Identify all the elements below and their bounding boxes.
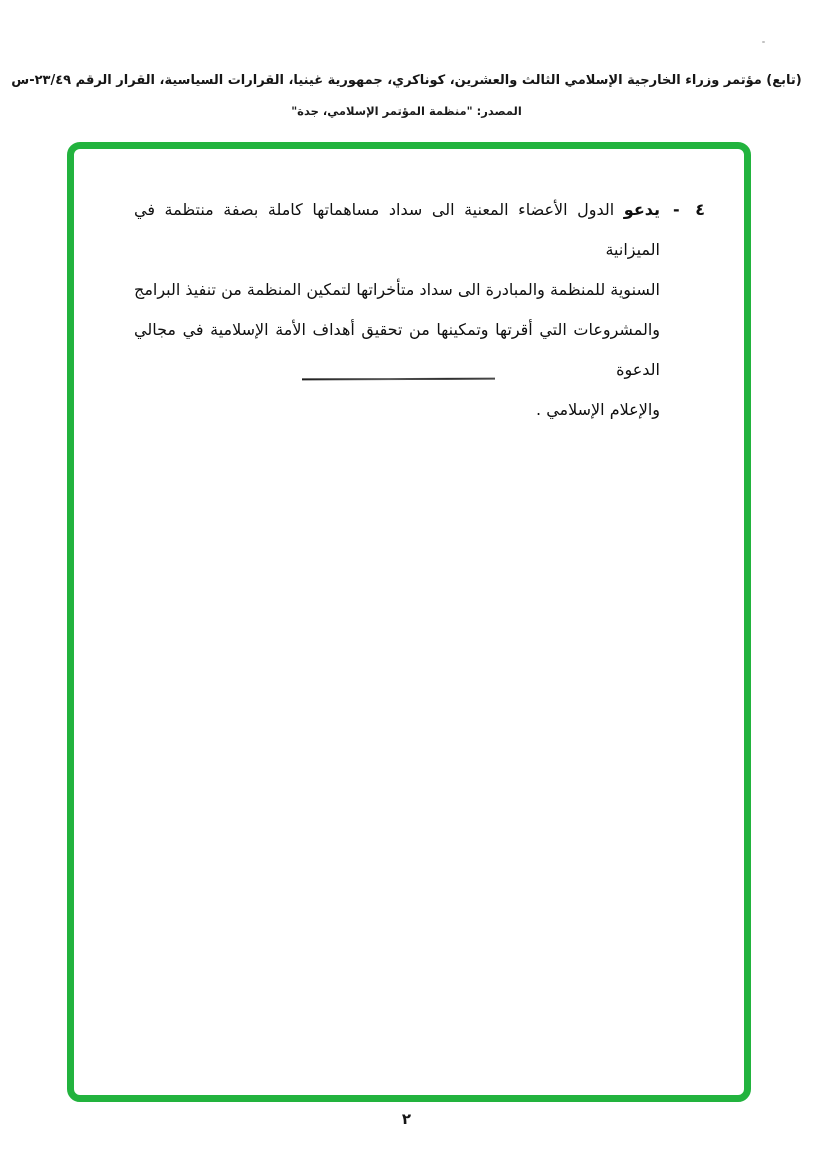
lead-word-bold: يدعو: [623, 200, 661, 219]
paragraph-line-3: والمشروعات التي أقرتها وتمكينها من تحقيق أهداف الأمة الإسلامية في مجالي الدعوة: [134, 320, 660, 379]
item-number-marker: ٤ -: [673, 200, 705, 219]
paragraph-line-1: [134, 190, 660, 270]
page-number: ٢: [401, 1110, 412, 1128]
header-citation-line: (تابع) مؤتمر وزراء الخارجية الإسلامي الثالث والعشرين، كوناكري، جمهورية غينيا، القرارات السياسية، القرار الرقم ٢٣/٤٩-س: [11, 73, 802, 88]
paragraph-line-1-text: الدول الأعضاء المعنية الى سداد مساهماتها كاملة بصفة منتظمة في الميزانية: [134, 200, 660, 259]
paragraph-line-4: والإعلام الإسلامي .: [536, 400, 660, 419]
scan-artifact-speck: [762, 41, 765, 43]
header-source-line: المصدر: "منظمة المؤتمر الإسلامي، جدة": [291, 104, 522, 118]
resolution-paragraph: [134, 190, 705, 430]
paragraph-line-2: السنوية للمنظمة والمبادرة الى سداد متأخراتها لتمكين المنظمة من تنفيذ البرامج: [133, 280, 660, 299]
